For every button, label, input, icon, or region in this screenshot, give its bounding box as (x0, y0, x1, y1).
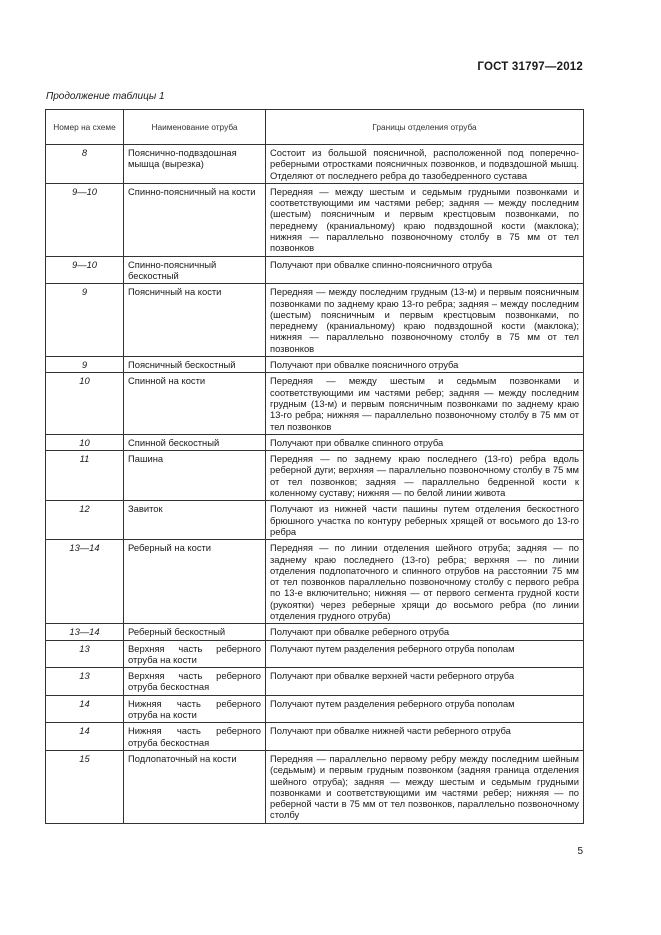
row-name-cell: Спинно-поясничный на кости (124, 183, 266, 256)
row-number-cell: 14 (46, 695, 124, 723)
table-row (46, 145, 584, 184)
row-number-cell: 13 (46, 640, 124, 668)
table-row (46, 501, 584, 540)
row-name-cell: Завиток (124, 501, 266, 540)
table-row (46, 451, 584, 501)
row-name-cell: Поясничный бескостный (124, 357, 266, 373)
row-name-cell: Нижняя часть реберного отруба на кости (124, 695, 266, 723)
row-number-cell: 10 (46, 373, 124, 434)
row-bounds-cell: Передняя — по заднему краю последнего (13-го) ребра вдоль реберной дуги; верхняя — параллельно позвоночному столбу в 75 мм от тел позвонков; задняя — параллельно бедренной кости к коленному суставу; нижняя — по белой линии живота (266, 451, 584, 501)
column-header-number: Номер на схеме (46, 110, 124, 145)
table-row (46, 434, 584, 450)
row-number-cell: 8 (46, 145, 124, 184)
row-name-cell: Верхняя часть реберного отруба бескостная (124, 668, 266, 696)
row-bounds-cell: Состоит из большой поясничной, расположенной под поперечно-реберными отростками поясничных позвонков, и подвздошной мышц. Отделяют от последнего ребра до тазобедренного сустава (266, 145, 584, 184)
row-bounds-cell: Получают при обвалке реберного отруба (266, 624, 584, 640)
row-number-cell: 9 (46, 284, 124, 357)
table-row (46, 540, 584, 624)
row-bounds-cell: Получают при обвалке спинного отруба (266, 434, 584, 450)
row-bounds-cell: Получают из нижней части пашины путем отделения бескостного брюшного участка по контуру реберных хрящей от восьмого до 13-го ребра (266, 501, 584, 540)
row-bounds-cell: Получают при обвалке спинно-поясничного отруба (266, 256, 584, 284)
table-row (46, 750, 584, 823)
table-row (46, 373, 584, 434)
row-name-cell: Поясничный на кости (124, 284, 266, 357)
cuts-table (45, 109, 584, 824)
document-id: ГОСТ 31797—2012 (477, 61, 583, 73)
row-bounds-cell: Получают при обвалке нижней части реберного отруба (266, 723, 584, 751)
table-row (46, 183, 584, 256)
row-number-cell: 13—14 (46, 540, 124, 624)
row-number-cell: 13 (46, 668, 124, 696)
table-row (46, 256, 584, 284)
row-name-cell: Верхняя часть реберного отруба на кости (124, 640, 266, 668)
row-bounds-cell: Передняя — по линии отделения шейного отруба; задняя — по заднему краю последнего (13-го) ребра; верхняя — по линии отделения подлопаточного и спинного отрубов на расстоянии 75 мм от тел позвонков параллельно позвоночному столбу с первого ребра по 13-е включительно; нижняя — от первого сегмента грудной кости (рукоятки) через реберные хрящи до восьмого ребра (по линии отделения грудного отруба) (266, 540, 584, 624)
table-header-row (46, 110, 584, 145)
table-row (46, 668, 584, 696)
table-row (46, 624, 584, 640)
table-row (46, 695, 584, 723)
row-number-cell: 9—10 (46, 183, 124, 256)
row-bounds-cell: Передняя — параллельно первому ребру между последним шейным (седьмым) и первым грудным позвонком (задняя граница отделения шейного отруба); задняя — между шестым и седьмым грудными позвонками и соответствующими им частями ребер; нижняя — по реберной части в 75 мм от тел позвонков, параллельно позвоночному столбу (266, 750, 584, 823)
table-body (46, 145, 584, 824)
row-bounds-cell: Получают путем разделения реберного отруба пополам (266, 695, 584, 723)
row-number-cell: 11 (46, 451, 124, 501)
row-number-cell: 15 (46, 750, 124, 823)
row-bounds-cell: Получают при обвалке верхней части реберного отруба (266, 668, 584, 696)
page-number: 5 (577, 846, 583, 857)
table-row (46, 284, 584, 357)
row-bounds-cell: Получают при обвалке поясничного отруба (266, 357, 584, 373)
row-bounds-cell: Передняя — между шестым и седьмым грудными позвонками и соответствующими им частями ребер; задняя — между последним (шестым) поясничным и первым крестцовым позвонками, по переднему (краниальному) краю подвздошной кости (маклока); нижняя — параллельно позвоночному столбу в 75 мм от тел позвонков (266, 183, 584, 256)
table-row (46, 357, 584, 373)
row-name-cell: Пояснично-подвздошная мышца (вырезка) (124, 145, 266, 184)
row-bounds-cell: Получают путем разделения реберного отруба пополам (266, 640, 584, 668)
row-number-cell: 10 (46, 434, 124, 450)
row-number-cell: 14 (46, 723, 124, 751)
row-name-cell: Спинно-поясничный бескостный (124, 256, 266, 284)
row-name-cell: Спинной на кости (124, 373, 266, 434)
table-row (46, 723, 584, 751)
row-number-cell: 9 (46, 357, 124, 373)
row-number-cell: 13—14 (46, 624, 124, 640)
row-name-cell: Реберный на кости (124, 540, 266, 624)
table-caption: Продолжение таблицы 1 (46, 91, 165, 102)
row-name-cell: Пашина (124, 451, 266, 501)
row-name-cell: Спинной бескостный (124, 434, 266, 450)
row-number-cell: 12 (46, 501, 124, 540)
column-header-bounds: Границы отделения отруба (266, 110, 584, 145)
row-bounds-cell: Передняя — между последним грудным (13-м) и первым поясничным позвонками по заднему краю 13-го ребра; задняя – между последним (шестым) поясничным и первым крестцовым позвонками, по переднему (краниальному) краю подвздошной кости (маклока); нижняя — параллельно позвоночному столбу в 75 мм от тел позвонков (266, 284, 584, 357)
row-name-cell: Нижняя часть реберного отруба бескостная (124, 723, 266, 751)
row-name-cell: Реберный бескостный (124, 624, 266, 640)
row-bounds-cell: Передняя — между шестым и седьмым позвонками и соответствующими им частями ребер; задняя — между последним грудным (13-м) и первым поясничным позвонками по заднему краю 13-го ребра; нижняя — параллельно позвоночному столбу в 75 мм от тел позвонков (266, 373, 584, 434)
row-name-cell: Подлопаточный на кости (124, 750, 266, 823)
row-number-cell: 9—10 (46, 256, 124, 284)
column-header-name: Наименование отруба (124, 110, 266, 145)
table-row (46, 640, 584, 668)
